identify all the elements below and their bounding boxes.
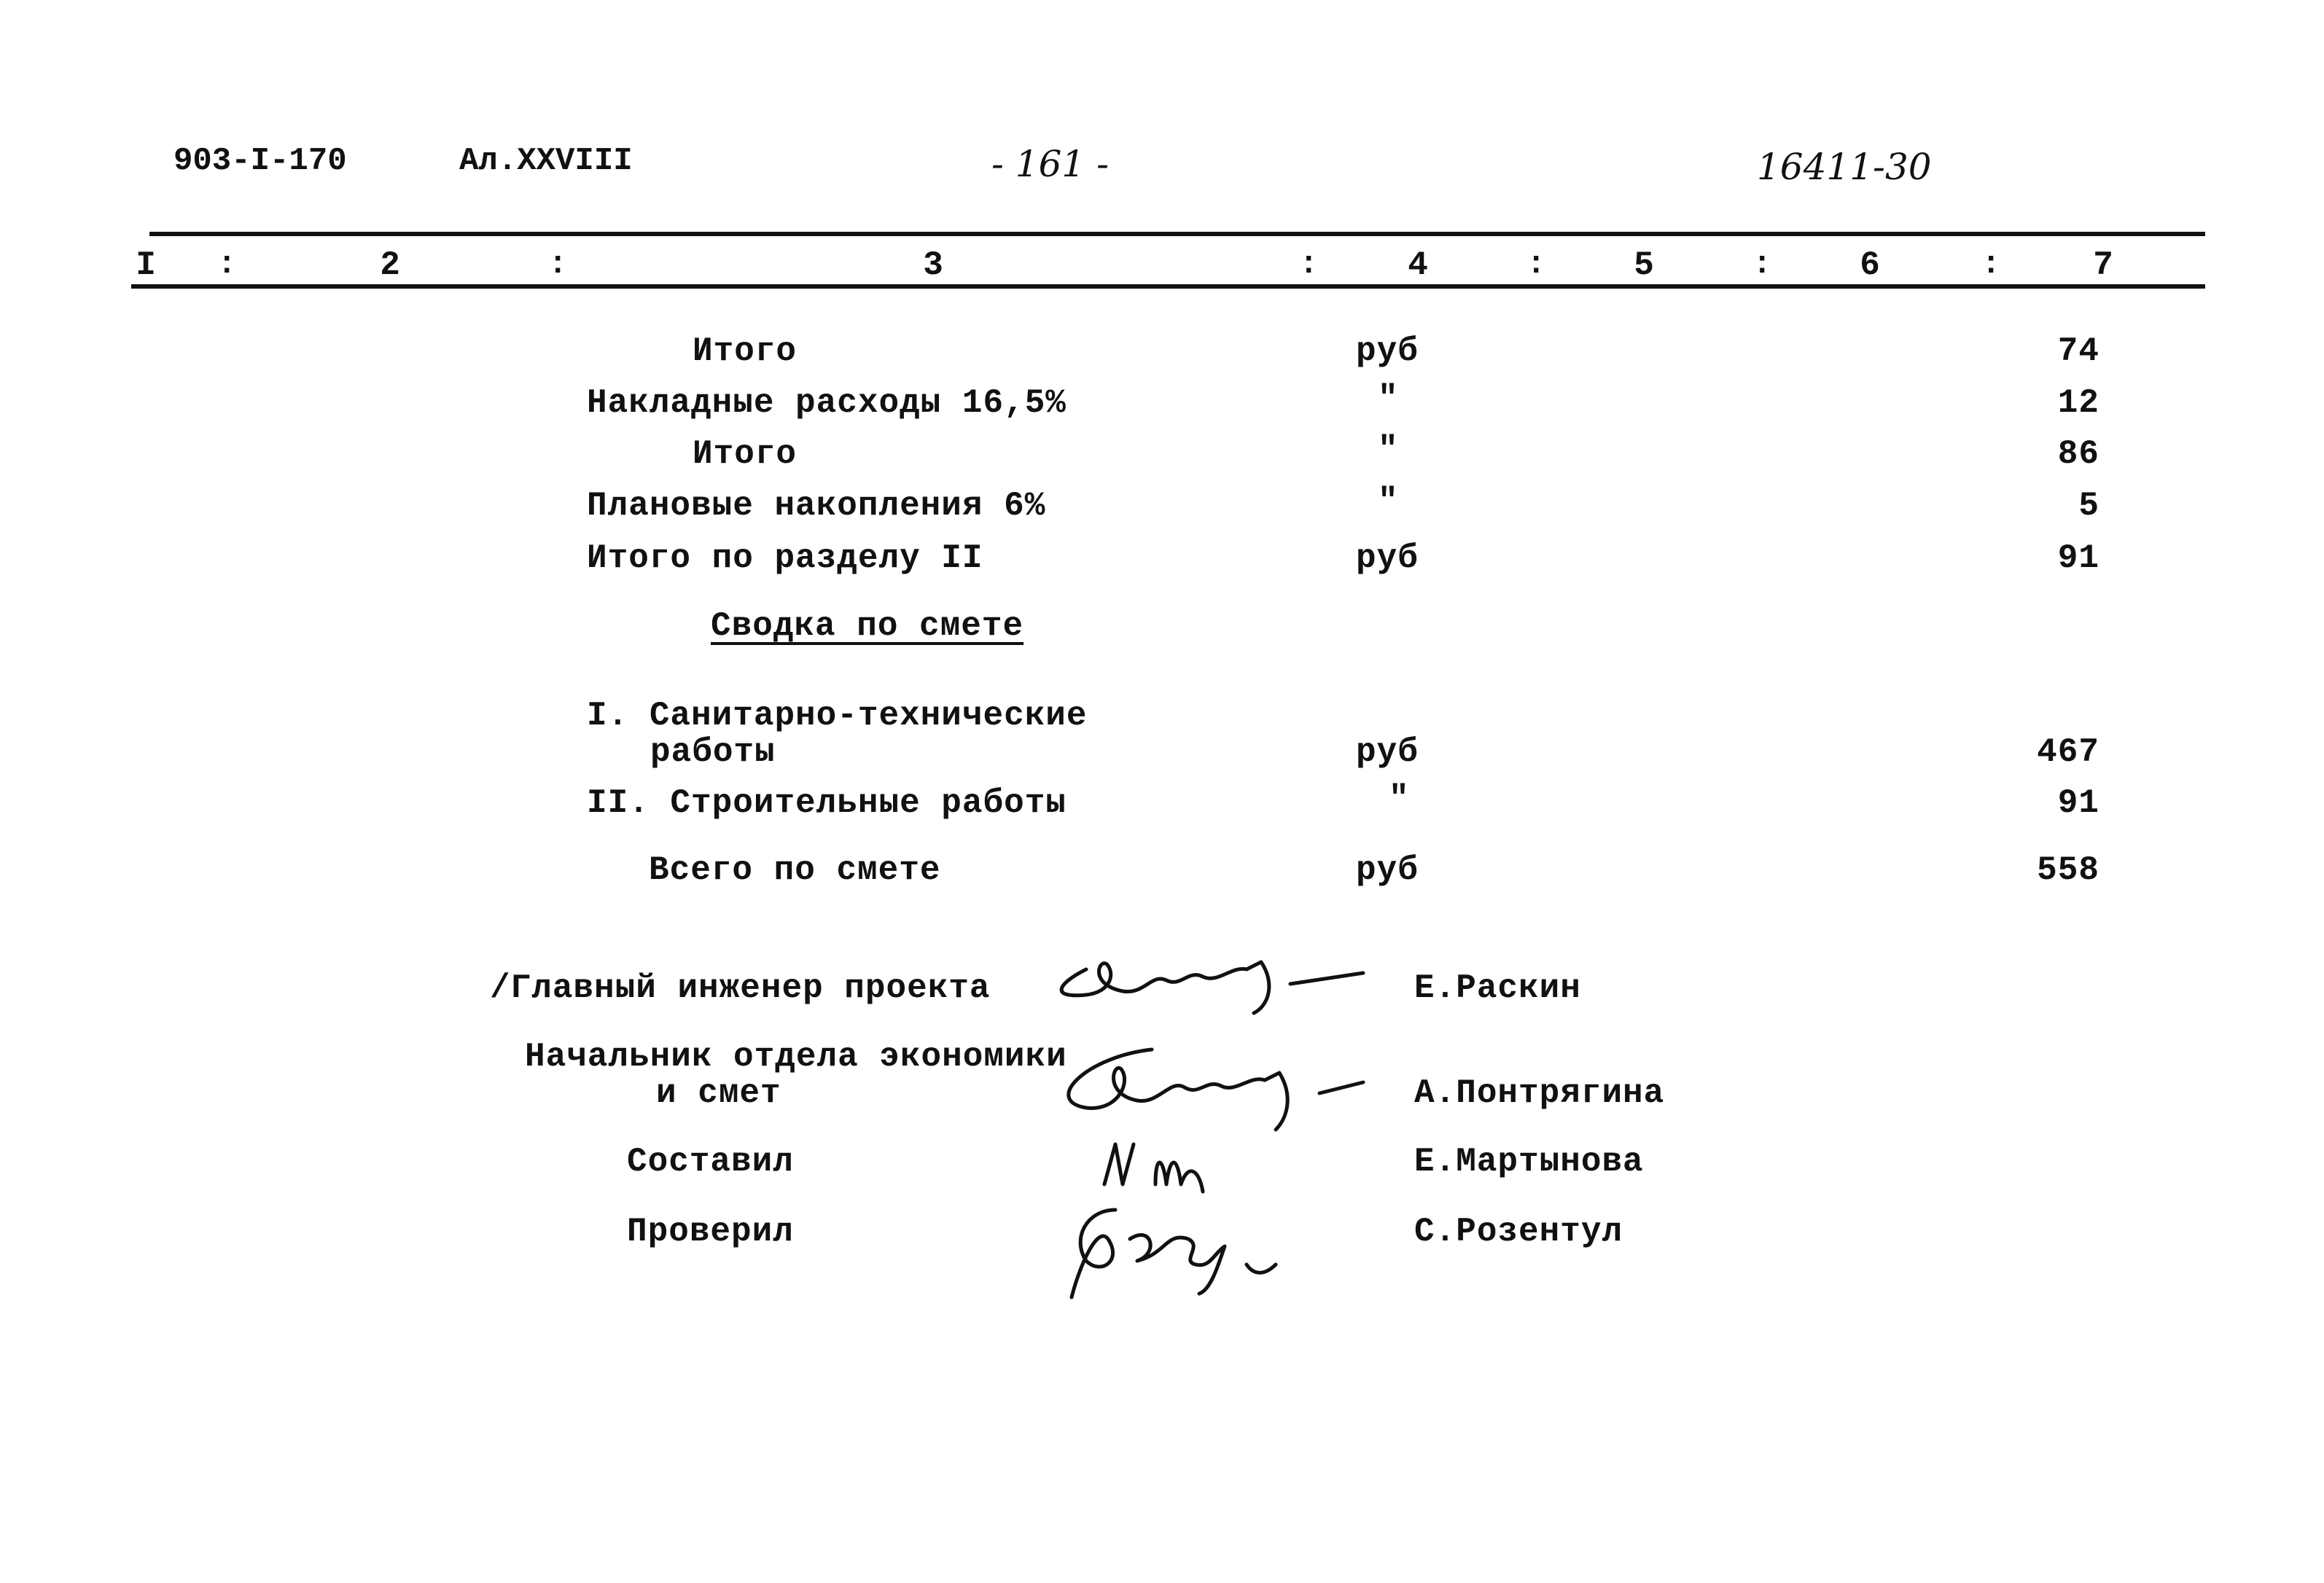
- row-label: Итого: [693, 435, 798, 473]
- row-label: Накладные расходы 16,5%: [587, 384, 1067, 422]
- handwritten-signature: [1042, 1028, 1378, 1137]
- row-label: Итого: [693, 332, 798, 370]
- row-value: 5: [2078, 487, 2099, 525]
- column-separator: :: [1299, 246, 1319, 283]
- row-value: 74: [2057, 332, 2099, 370]
- row-unit: руб: [1356, 332, 1419, 370]
- row-value: 86: [2057, 435, 2099, 473]
- sheet-reference: 16411-30: [1757, 146, 1932, 188]
- row-unit: ": [1378, 431, 1399, 469]
- column-separator: :: [548, 246, 568, 283]
- summary-total-unit: руб: [1356, 851, 1419, 889]
- signatory-role: Проверил: [627, 1213, 794, 1251]
- row-label: Итого по разделу II: [587, 539, 983, 577]
- signatory-role-continued: и смет: [656, 1074, 781, 1112]
- row-unit: ": [1378, 380, 1399, 418]
- doc-code: 903-I-170: [173, 143, 347, 179]
- handwritten-signature: [1042, 940, 1378, 1028]
- signatory-name: С.Розентул: [1414, 1213, 1623, 1251]
- summary-item-label: I. Санитарно-технические: [587, 697, 1088, 735]
- row-unit: ": [1378, 482, 1399, 520]
- column-1-label: I: [136, 246, 156, 284]
- column-7-label: 7: [2093, 246, 2113, 284]
- summary-item-label-continued: работы: [650, 733, 776, 771]
- summary-item-value: 467: [2037, 733, 2099, 771]
- bottom-rule: [131, 284, 2205, 289]
- column-4-label: 4: [1408, 246, 1428, 284]
- signatory-role: Составил: [627, 1143, 794, 1181]
- row-label: Плановые накопления 6%: [587, 487, 1046, 525]
- signatory-role: Начальник отдела экономики: [525, 1038, 1067, 1076]
- row-value: 12: [2057, 384, 2099, 422]
- row-value: 91: [2057, 539, 2099, 577]
- summary-total-value: 558: [2037, 851, 2099, 889]
- handwritten-signature: [1057, 1195, 1290, 1305]
- column-separator: :: [1752, 246, 1772, 283]
- column-3-label: 3: [923, 246, 943, 284]
- summary-item-value: 91: [2057, 784, 2099, 822]
- signatory-role: /Главный инженер проекта: [490, 969, 991, 1007]
- signatory-name: А.Понтрягина: [1414, 1074, 1665, 1112]
- summary-item-unit: руб: [1356, 733, 1419, 771]
- column-separator: :: [217, 246, 237, 283]
- summary-title: Сводка по смете: [711, 607, 1024, 645]
- column-separator: :: [1526, 246, 1546, 283]
- column-5-label: 5: [1634, 246, 1654, 284]
- top-rule: [149, 232, 2205, 236]
- album-number: Ал.XXVIII: [459, 143, 633, 179]
- summary-item-label: II. Строительные работы: [587, 784, 1067, 822]
- summary-item-unit: ": [1389, 780, 1410, 818]
- handwritten-initials: [1093, 1133, 1225, 1199]
- column-2-label: 2: [380, 246, 400, 284]
- column-6-label: 6: [1860, 246, 1880, 284]
- summary-total-label: Всего по смете: [649, 851, 941, 889]
- page-number: - 161 -: [991, 143, 1110, 185]
- column-separator: :: [1981, 246, 2001, 283]
- row-unit: руб: [1356, 539, 1419, 577]
- signatory-name: Е.Раскин: [1414, 969, 1581, 1007]
- signatory-name: Е.Мартынова: [1414, 1143, 1644, 1181]
